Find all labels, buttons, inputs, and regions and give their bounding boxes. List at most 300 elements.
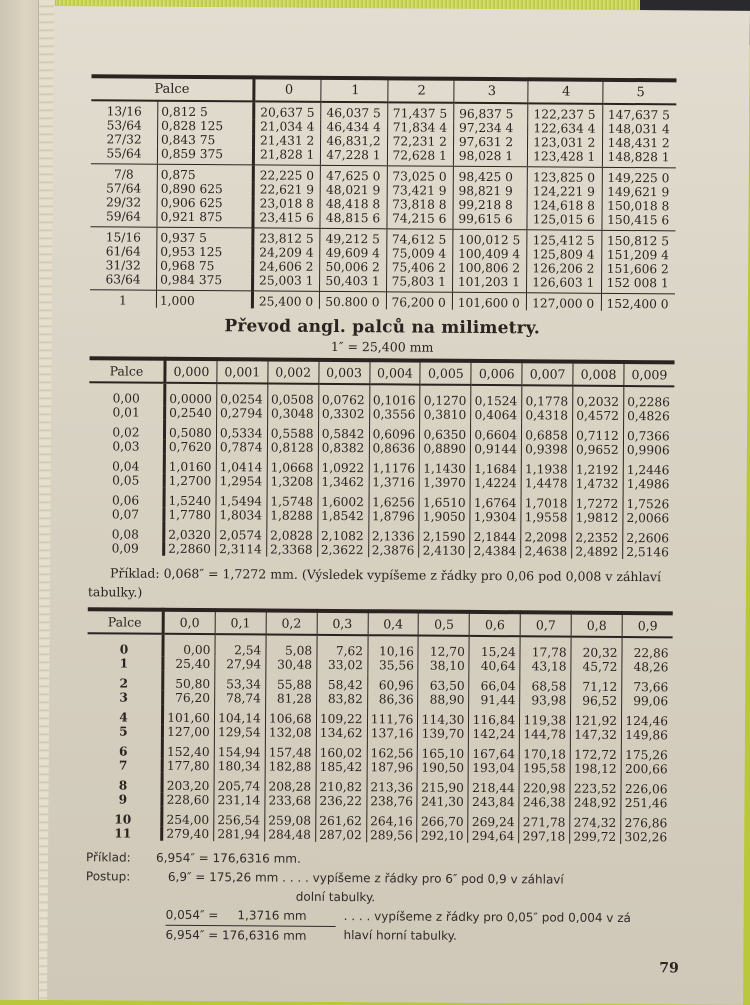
mm-cell: 243,84 bbox=[468, 795, 519, 809]
mm-cell: 185,42 bbox=[316, 760, 367, 774]
header-col: 0,009 bbox=[624, 362, 675, 386]
mm-cell: 236,22 bbox=[316, 794, 367, 808]
mm-cell: 269,24 bbox=[468, 809, 519, 829]
mm-cell: 0,9144 bbox=[471, 442, 522, 456]
mm-cell: 78,74 bbox=[215, 691, 266, 705]
mm-cell: 2,3876 bbox=[368, 543, 419, 557]
decimal-cell: 0,812 5 bbox=[158, 101, 254, 120]
mm-cell: 1,1938 bbox=[521, 456, 572, 476]
mm-cell: 284,48 bbox=[264, 827, 315, 841]
mm-cell: 279,40 bbox=[162, 827, 214, 841]
row-label: 0,07 bbox=[111, 507, 140, 522]
mm-cell: 99,218 8 bbox=[453, 198, 527, 213]
sum-addend-explanation: . . . . vypíšeme z řádky pro 0,05″ pod 0,004 v zá bbox=[343, 909, 631, 926]
decimal-cell: 0,875 bbox=[157, 164, 253, 182]
mm-cell: 40,64 bbox=[469, 659, 520, 673]
mm-cell: 223,52 bbox=[570, 776, 621, 796]
mm-cell: 23,415 6 bbox=[253, 210, 320, 228]
row-label: 10 bbox=[114, 812, 132, 827]
mm-cell: 1,2446 bbox=[623, 457, 674, 477]
mm-cell: 1,5748 bbox=[267, 488, 318, 508]
mm-cell: 259,08 bbox=[265, 807, 316, 827]
fraction-cell: 7/8 bbox=[113, 167, 134, 182]
mm-cell: 20,32 bbox=[571, 637, 622, 660]
mm-cell: 75,009 4 bbox=[386, 246, 452, 260]
mm-cell: 0,4572 bbox=[573, 409, 624, 423]
mm-cell: 151,209 4 bbox=[601, 248, 675, 263]
mm-cell: 241,30 bbox=[417, 795, 468, 809]
mm-cell: 0,6858 bbox=[522, 422, 573, 442]
header-col: 0,1 bbox=[215, 610, 266, 634]
mm-cell: 187,96 bbox=[367, 760, 418, 774]
mm-cell: 170,18 bbox=[519, 741, 570, 761]
mm-cell: 48,26 bbox=[622, 660, 673, 674]
row-label: 4 bbox=[119, 710, 128, 725]
mm-cell: 218,44 bbox=[468, 775, 519, 795]
mm-cell: 0,6604 bbox=[471, 422, 522, 442]
mm-cell: 0,0508 bbox=[268, 384, 319, 407]
mm-cell: 119,38 bbox=[520, 707, 571, 727]
mm-cell: 1,6256 bbox=[369, 489, 420, 509]
mm-cell: 1,7526 bbox=[623, 491, 674, 511]
mm-cell: 256,54 bbox=[214, 807, 265, 827]
mm-cell: 302,26 bbox=[621, 830, 672, 844]
fraction-cell: 15/16 bbox=[105, 230, 141, 245]
mm-cell: 33,02 bbox=[317, 658, 368, 672]
mm-cell: 0,5842 bbox=[318, 421, 369, 441]
mm-cell: 147,32 bbox=[571, 728, 622, 742]
mm-cell: 195,58 bbox=[519, 761, 570, 775]
mm-cell: 0,9906 bbox=[623, 443, 674, 457]
mm-cell: 251,46 bbox=[621, 796, 672, 810]
row-label: 3 bbox=[119, 690, 128, 705]
mm-cell: 0,0000 bbox=[165, 383, 217, 406]
mm-cell: 125,015 6 bbox=[527, 212, 601, 230]
header-col: 0,4 bbox=[368, 611, 419, 635]
mm-cell: 25,003 1 bbox=[253, 273, 320, 291]
mm-cell: 1,8796 bbox=[368, 509, 419, 523]
mm-cell: 1,9812 bbox=[572, 511, 623, 525]
mm-cell: 122,237 5 bbox=[528, 103, 602, 122]
mm-cell: 48,021 9 bbox=[320, 183, 386, 197]
mm-cell: 124,221 9 bbox=[527, 184, 601, 199]
mm-cell: 0,9398 bbox=[522, 442, 573, 456]
mm-cell: 190,50 bbox=[418, 761, 469, 775]
mm-cell: 123,428 1 bbox=[528, 149, 602, 167]
mm-cell: 127,00 bbox=[162, 725, 214, 739]
mm-cell: 1,0414 bbox=[216, 454, 267, 474]
mm-cell: 2,3114 bbox=[216, 542, 267, 556]
mm-cell: 81,28 bbox=[265, 691, 316, 705]
mm-cell: 72,628 1 bbox=[387, 148, 453, 166]
mm-cell: 49,609 4 bbox=[320, 246, 386, 260]
mm-cell: 0,3302 bbox=[318, 407, 369, 421]
mm-cell: 165,10 bbox=[418, 741, 469, 761]
mm-cell: 83,82 bbox=[316, 692, 367, 706]
fraction-cell: 57/64 bbox=[106, 181, 142, 196]
section-title: Převod angl. palců na milimetry. bbox=[224, 316, 541, 339]
header-col: 0,3 bbox=[317, 611, 368, 635]
row-label: 0,05 bbox=[112, 473, 140, 488]
mm-cell: 53,34 bbox=[215, 671, 266, 691]
mm-cell: 73,025 0 bbox=[387, 166, 453, 184]
mm-cell: 17,78 bbox=[520, 636, 571, 659]
mm-cell: 248,92 bbox=[570, 796, 621, 810]
mm-cell: 175,26 bbox=[621, 742, 672, 762]
mm-cell: 96,52 bbox=[571, 694, 622, 708]
sum-result: 6,954″ = 176,6316 mm bbox=[165, 927, 307, 943]
mm-cell: 0,0254 bbox=[217, 383, 268, 406]
mm-cell: 152 008 1 bbox=[601, 276, 675, 294]
mm-cell: 0,8128 bbox=[267, 440, 318, 454]
mm-cell: 1,4732 bbox=[572, 477, 623, 491]
row-label: 0,01 bbox=[112, 405, 140, 420]
header-col: 0,000 bbox=[165, 359, 217, 383]
header-col: 0,003 bbox=[319, 360, 370, 384]
mm-cell: 151,606 2 bbox=[601, 262, 675, 277]
mm-cell: 1,7272 bbox=[572, 491, 623, 511]
decimal-cell: 0,968 75 bbox=[157, 259, 253, 274]
mm-cell: 281,94 bbox=[214, 827, 265, 841]
mm-cell: 91,44 bbox=[469, 693, 520, 707]
mm-cell: 1,0160 bbox=[164, 454, 216, 474]
mm-cell: 126,206 2 bbox=[527, 261, 601, 276]
mm-cell: 148,431 2 bbox=[602, 136, 676, 151]
decimal-cell: 0,984 375 bbox=[157, 273, 253, 291]
mm-cell: 1,4986 bbox=[623, 477, 674, 491]
mm-cell: 0,5334 bbox=[216, 420, 267, 440]
mm-cell: 1,5240 bbox=[164, 488, 216, 508]
sum-addend: 0,054″ = 1,3716 mm bbox=[166, 906, 336, 927]
mm-cell: 180,34 bbox=[214, 759, 265, 773]
mm-cell: 104,14 bbox=[214, 705, 265, 725]
row-label: 9 bbox=[118, 792, 128, 807]
mm-cell: 287,02 bbox=[315, 828, 366, 842]
mm-cell: 99,615 6 bbox=[453, 212, 527, 230]
mm-cell: 124,618 8 bbox=[527, 198, 601, 213]
tenths-conversion-table bbox=[86, 607, 673, 844]
mm-cell: 1,7780 bbox=[164, 508, 216, 522]
mm-cell: 215,90 bbox=[417, 775, 468, 795]
mm-cell: 2,1590 bbox=[419, 524, 470, 544]
mm-cell: 74,215 6 bbox=[387, 211, 453, 229]
mm-cell: 71,834 4 bbox=[387, 120, 453, 134]
mm-cell: 2,4638 bbox=[521, 544, 572, 558]
mm-cell: 132,08 bbox=[265, 725, 316, 739]
table-row bbox=[90, 290, 675, 312]
mm-cell: 86,36 bbox=[367, 692, 418, 706]
mm-cell: 101,203 1 bbox=[452, 275, 526, 293]
mm-cell: 205,74 bbox=[214, 773, 265, 793]
row-label: 8 bbox=[118, 778, 128, 793]
mm-cell: 213,36 bbox=[367, 774, 418, 794]
mm-cell: 144,78 bbox=[520, 727, 571, 741]
mm-cell: 1,0922 bbox=[318, 455, 369, 475]
mm-cell: 172,72 bbox=[570, 742, 621, 762]
mm-cell: 1,1176 bbox=[369, 455, 420, 475]
mm-cell: 75,406 2 bbox=[386, 260, 452, 274]
mm-cell: 1,0668 bbox=[267, 454, 318, 474]
mm-cell: 50,006 2 bbox=[320, 260, 386, 274]
header-col: 0,9 bbox=[622, 613, 673, 637]
mm-cell: 1,1430 bbox=[420, 456, 471, 476]
mm-cell: 60,96 bbox=[367, 672, 418, 692]
mm-cell: 55,88 bbox=[266, 671, 317, 691]
mm-cell: 22,86 bbox=[622, 637, 673, 660]
mm-cell: 99,06 bbox=[622, 694, 673, 708]
mm-cell: 100,409 4 bbox=[453, 247, 527, 262]
mm-cell: 0,3048 bbox=[267, 407, 318, 421]
header-col-5: 5 bbox=[602, 80, 676, 105]
mm-cell: 1,9558 bbox=[521, 510, 572, 524]
mm-cell: 1,2954 bbox=[216, 474, 267, 488]
row-label: 0,08 bbox=[111, 527, 139, 542]
header-col-0: 0 bbox=[254, 77, 321, 101]
mm-cell: 1,5494 bbox=[216, 488, 267, 508]
mm-cell: 88,90 bbox=[418, 693, 469, 707]
mm-cell: 127,000 0 bbox=[527, 293, 601, 311]
mm-cell: 98,425 0 bbox=[453, 166, 527, 184]
row-label: 7 bbox=[118, 758, 128, 773]
mm-cell: 63,50 bbox=[418, 673, 469, 693]
mm-cell: 1,9304 bbox=[470, 510, 521, 524]
procedure-label: Postup: bbox=[85, 869, 131, 884]
row-label: 0,03 bbox=[112, 439, 140, 454]
mm-cell: 49,212 5 bbox=[320, 228, 386, 246]
header-col: 0,7 bbox=[520, 612, 571, 636]
mm-cell: 148,828 1 bbox=[602, 150, 676, 168]
mm-cell: 71,437 5 bbox=[387, 102, 453, 120]
mm-cell: 5,08 bbox=[266, 634, 317, 657]
mm-cell: 101,60 bbox=[162, 705, 214, 725]
decimal-cell: 0,921 875 bbox=[157, 210, 253, 228]
mm-cell: 125,412 5 bbox=[527, 230, 601, 248]
decimal-cell: 0,859 375 bbox=[157, 147, 253, 165]
mm-cell: 147,637 5 bbox=[602, 104, 676, 123]
mm-cell: 75,803 1 bbox=[386, 274, 452, 292]
mm-cell: 1,4478 bbox=[521, 476, 572, 490]
row-label: 1 bbox=[119, 656, 129, 671]
mm-cell: 45,72 bbox=[571, 660, 622, 674]
mm-cell: 0,1270 bbox=[420, 385, 471, 408]
mm-cell: 71,12 bbox=[571, 674, 622, 694]
mm-cell: 182,88 bbox=[265, 759, 316, 773]
mm-cell: 264,16 bbox=[366, 808, 417, 828]
mm-cell: 124,46 bbox=[621, 708, 672, 728]
mm-cell: 2,2352 bbox=[572, 525, 623, 545]
mm-cell: 0,3810 bbox=[420, 408, 471, 422]
mm-cell: 2,4384 bbox=[470, 544, 521, 558]
fraction-cell: 31/32 bbox=[105, 258, 141, 273]
mm-cell: 101,600 0 bbox=[452, 292, 526, 310]
mm-cell: 0,3556 bbox=[369, 407, 420, 421]
mm-cell: 123,825 0 bbox=[527, 167, 601, 185]
mm-cell: 0,5588 bbox=[267, 421, 318, 441]
fraction-cell: 27/32 bbox=[106, 132, 142, 147]
row-label: 11 bbox=[114, 826, 132, 841]
header-col-4: 4 bbox=[528, 79, 603, 104]
mm-cell: 0,8382 bbox=[318, 441, 369, 455]
mm-cell: 38,10 bbox=[418, 659, 469, 673]
mm-cell: 23,812 5 bbox=[253, 228, 320, 246]
mm-cell: 58,42 bbox=[316, 672, 367, 692]
mm-cell: 2,1336 bbox=[368, 523, 419, 543]
mm-cell: 198,12 bbox=[570, 762, 621, 776]
mm-cell: 142,24 bbox=[469, 727, 520, 741]
mm-cell: 72,231 2 bbox=[387, 134, 453, 148]
mm-cell: 0,00 bbox=[163, 634, 215, 657]
mm-cell: 0,7874 bbox=[216, 440, 267, 454]
decimal-cell: 0,937 5 bbox=[157, 227, 253, 245]
mm-cell: 0,7112 bbox=[573, 423, 624, 443]
mm-cell: 48,418 8 bbox=[320, 197, 386, 211]
mm-cell: 1,2192 bbox=[572, 457, 623, 477]
mm-cell: 1,8288 bbox=[267, 508, 318, 522]
mm-cell: 2,2606 bbox=[623, 525, 674, 545]
mm-cell: 22,621 9 bbox=[253, 182, 320, 196]
mm-cell: 24,209 4 bbox=[253, 245, 320, 259]
mm-cell: 0,7366 bbox=[624, 423, 675, 443]
mm-cell: 0,4318 bbox=[522, 408, 573, 422]
mm-cell: 50,80 bbox=[163, 671, 215, 691]
mm-cell: 2,2098 bbox=[521, 524, 572, 544]
mm-cell: 0,1524 bbox=[471, 385, 522, 408]
table-row bbox=[86, 826, 671, 844]
mm-cell: 12,70 bbox=[418, 636, 469, 659]
header-col: 0,5 bbox=[419, 612, 470, 636]
header-palce: Palce bbox=[89, 358, 165, 383]
mm-cell: 0,0762 bbox=[318, 384, 369, 407]
mm-cell: 0,2794 bbox=[217, 406, 268, 420]
mm-cell: 25,40 bbox=[163, 657, 215, 671]
mm-cell: 106,68 bbox=[265, 705, 316, 725]
mm-cell: 10,16 bbox=[368, 635, 419, 658]
mm-cell: 157,48 bbox=[265, 739, 316, 759]
mm-cell: 100,806 2 bbox=[452, 261, 526, 276]
row-label: 0,09 bbox=[111, 541, 139, 556]
mm-cell: 48,815 6 bbox=[320, 211, 386, 229]
mm-cell: 261,62 bbox=[315, 808, 366, 828]
mm-cell: 2,0828 bbox=[267, 522, 318, 542]
mm-cell: 154,94 bbox=[214, 739, 265, 759]
mm-cell: 2,3368 bbox=[266, 542, 317, 556]
mm-cell: 152,400 0 bbox=[601, 293, 675, 311]
mm-cell: 47,228 1 bbox=[321, 148, 387, 166]
mm-cell: 297,18 bbox=[519, 829, 570, 843]
row-label: 0 bbox=[119, 642, 129, 657]
mm-cell: 24,606 2 bbox=[253, 259, 320, 273]
mm-cell: 93,98 bbox=[520, 693, 571, 707]
mm-cell: 1,7018 bbox=[521, 490, 572, 510]
header-col: 0,004 bbox=[369, 360, 420, 384]
fraction-cell: 63/64 bbox=[90, 272, 157, 290]
section-subtitle: 1″ = 25,400 mm bbox=[330, 338, 434, 355]
mm-cell: 200,66 bbox=[621, 762, 672, 776]
mm-cell: 149,86 bbox=[621, 728, 672, 742]
mm-cell: 76,20 bbox=[163, 691, 215, 705]
row-label: 2 bbox=[119, 676, 129, 691]
sum-block bbox=[165, 906, 670, 949]
page-number: 79 bbox=[659, 960, 679, 977]
mm-cell: 276,86 bbox=[621, 810, 672, 830]
header-col: 0,0 bbox=[163, 610, 215, 634]
mm-cell: 111,76 bbox=[367, 706, 418, 726]
mm-cell: 2,2860 bbox=[164, 542, 216, 556]
header-col: 0,6 bbox=[469, 612, 520, 636]
mm-cell: 0,4826 bbox=[624, 409, 675, 423]
mm-cell: 25,400 0 bbox=[252, 291, 319, 309]
mm-cell: 1,3462 bbox=[318, 475, 369, 489]
mm-cell: 129,54 bbox=[214, 725, 265, 739]
mm-cell: 109,22 bbox=[316, 706, 367, 726]
mm-cell: 150,415 6 bbox=[602, 213, 676, 231]
mm-cell: 228,60 bbox=[162, 793, 214, 807]
mm-cell: 43,18 bbox=[520, 659, 571, 673]
row-label: 0,02 bbox=[112, 425, 140, 440]
mm-cell: 73,818 8 bbox=[387, 197, 453, 211]
mm-cell: 2,0066 bbox=[623, 511, 674, 525]
mm-cell: 22,225 0 bbox=[253, 165, 320, 183]
mm-cell: 0,1778 bbox=[522, 385, 573, 408]
mm-cell: 1,8034 bbox=[216, 508, 267, 522]
fraction-cell: 55/64 bbox=[91, 146, 158, 164]
mm-cell: 226,06 bbox=[621, 776, 672, 796]
mm-cell: 123,031 2 bbox=[528, 135, 602, 150]
decimal-cell: 0,906 625 bbox=[157, 196, 253, 211]
mm-cell: 0,8890 bbox=[420, 442, 471, 456]
mm-cell: 294,64 bbox=[468, 829, 519, 843]
fraction-cell: 29/32 bbox=[106, 195, 142, 210]
mm-cell: 21,034 4 bbox=[254, 119, 321, 133]
mm-cell: 0,4064 bbox=[471, 408, 522, 422]
mm-cell: 1,3208 bbox=[267, 474, 318, 488]
header-col: 0,001 bbox=[217, 359, 268, 383]
header-col: 0,2 bbox=[266, 610, 317, 634]
mm-cell: 97,631 2 bbox=[453, 135, 527, 150]
mm-cell: 1,1684 bbox=[471, 456, 522, 476]
mm-cell: 220,98 bbox=[519, 775, 570, 795]
header-col-3: 3 bbox=[454, 79, 529, 104]
decimal-cell: 0,953 125 bbox=[157, 245, 253, 260]
mm-cell: 46,434 4 bbox=[321, 120, 387, 134]
mm-cell: 76,200 0 bbox=[386, 292, 452, 310]
mm-cell: 30,48 bbox=[266, 657, 317, 671]
header-col: 0,8 bbox=[571, 613, 622, 637]
header-col: 0,002 bbox=[268, 360, 319, 384]
mm-cell: 2,54 bbox=[215, 634, 266, 657]
mm-cell: 0,8636 bbox=[369, 441, 420, 455]
mm-cell: 2,4892 bbox=[572, 545, 623, 559]
mm-cell: 74,612 5 bbox=[386, 229, 452, 247]
fraction-cell: 13/16 bbox=[106, 104, 142, 119]
mm-cell: 208,28 bbox=[265, 773, 316, 793]
mm-cell: 254,00 bbox=[162, 807, 214, 827]
mm-cell: 177,80 bbox=[162, 759, 214, 773]
mm-cell: 2,5146 bbox=[623, 545, 674, 559]
mm-cell: 233,68 bbox=[265, 793, 316, 807]
example-label: Příklad: bbox=[86, 850, 131, 865]
mm-cell: 266,70 bbox=[417, 809, 468, 829]
fraction-cell: 59/64 bbox=[90, 209, 157, 227]
fraction-cell: 53/64 bbox=[106, 118, 142, 133]
mm-cell: 150,018 8 bbox=[602, 199, 676, 214]
mm-cell: 116,84 bbox=[469, 707, 520, 727]
mm-cell: 148,031 4 bbox=[602, 122, 676, 137]
mm-cell: 0,9652 bbox=[573, 443, 624, 457]
mm-cell: 289,56 bbox=[366, 828, 417, 842]
mm-cell: 231,14 bbox=[214, 793, 265, 807]
mm-cell: 150,812 5 bbox=[601, 230, 675, 248]
